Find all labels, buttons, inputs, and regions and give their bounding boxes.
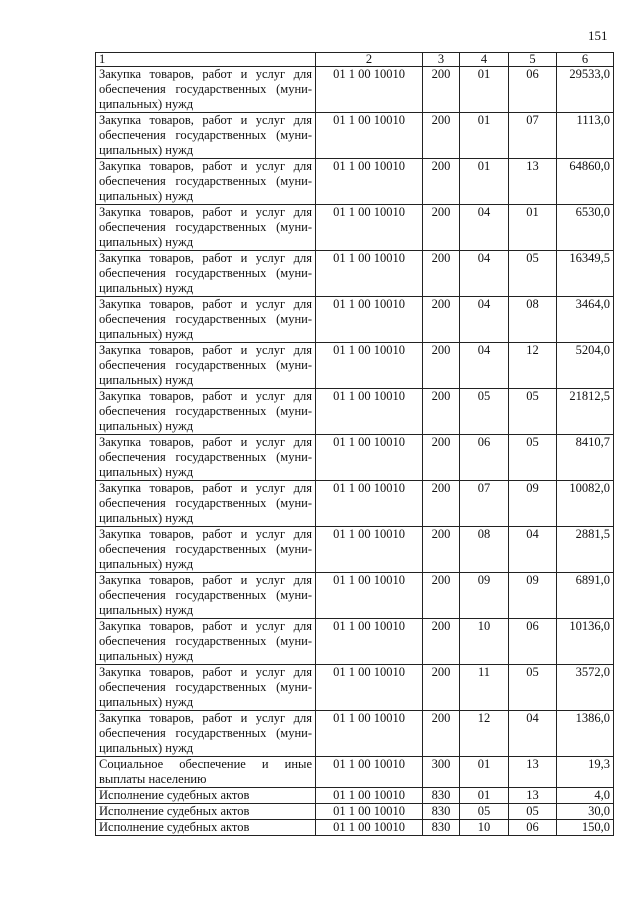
table-row [96,159,614,205]
cell-rz: 04 [460,251,509,297]
cell-vr: 830 [423,788,460,804]
cell-pr: 01 [509,205,557,251]
cell-pr: 04 [509,711,557,757]
cell-vr: 200 [423,343,460,389]
cell-code: 01 1 00 10010 [316,205,423,251]
cell-code: 01 1 00 10010 [316,820,423,836]
cell-vr: 200 [423,573,460,619]
cell-vr: 200 [423,527,460,573]
cell-name: Исполнение судебных актов [96,804,316,820]
cell-vr: 200 [423,113,460,159]
cell-sum: 1113,0 [557,113,614,159]
cell-rz: 09 [460,573,509,619]
cell-code: 01 1 00 10010 [316,297,423,343]
cell-pr: 09 [509,573,557,619]
cell-code: 01 1 00 10010 [316,389,423,435]
cell-vr: 830 [423,820,460,836]
cell-vr: 830 [423,804,460,820]
cell-sum: 1386,0 [557,711,614,757]
cell-rz: 01 [460,788,509,804]
cell-name: Закупка товаров, работ и услуг для обеспечения государственных (муни-ципальных) нужд [96,481,316,527]
cell-rz: 10 [460,820,509,836]
cell-vr: 300 [423,757,460,788]
table-row [96,757,614,788]
cell-code: 01 1 00 10010 [316,619,423,665]
cell-rz: 04 [460,297,509,343]
cell-rz: 08 [460,527,509,573]
column-header-1: 1 [96,53,316,67]
cell-pr: 08 [509,297,557,343]
cell-name: Закупка товаров, работ и услуг для обеспечения государственных (муни-ципальных) нужд [96,527,316,573]
cell-pr: 13 [509,159,557,205]
cell-sum: 64860,0 [557,159,614,205]
cell-sum: 150,0 [557,820,614,836]
cell-vr: 200 [423,619,460,665]
cell-rz: 01 [460,757,509,788]
column-header-6: 6 [557,53,614,67]
cell-vr: 200 [423,711,460,757]
table-row [96,435,614,481]
cell-sum: 21812,5 [557,389,614,435]
cell-rz: 06 [460,435,509,481]
cell-pr: 09 [509,481,557,527]
cell-pr: 07 [509,113,557,159]
cell-name: Закупка товаров, работ и услуг для обеспечения государственных (муни-ципальных) нужд [96,113,316,159]
cell-pr: 04 [509,527,557,573]
cell-pr: 06 [509,67,557,113]
cell-vr: 200 [423,481,460,527]
cell-sum: 2881,5 [557,527,614,573]
cell-sum: 6530,0 [557,205,614,251]
cell-vr: 200 [423,435,460,481]
cell-code: 01 1 00 10010 [316,481,423,527]
cell-name: Закупка товаров, работ и услуг для обеспечения государственных (муни-ципальных) нужд [96,711,316,757]
cell-sum: 3464,0 [557,297,614,343]
cell-vr: 200 [423,205,460,251]
cell-code: 01 1 00 10010 [316,527,423,573]
cell-rz: 11 [460,665,509,711]
cell-name: Закупка товаров, работ и услуг для обеспечения государственных (муни-ципальных) нужд [96,159,316,205]
cell-name: Закупка товаров, работ и услуг для обеспечения государственных (муни-ципальных) нужд [96,573,316,619]
cell-code: 01 1 00 10010 [316,251,423,297]
table-row [96,67,614,113]
cell-code: 01 1 00 10010 [316,711,423,757]
cell-vr: 200 [423,389,460,435]
table-row [96,820,614,836]
cell-name: Закупка товаров, работ и услуг для обеспечения государственных (муни-ципальных) нужд [96,619,316,665]
column-header-3: 3 [423,53,460,67]
cell-pr: 05 [509,251,557,297]
cell-pr: 12 [509,343,557,389]
table-row [96,343,614,389]
cell-pr: 13 [509,788,557,804]
cell-pr: 13 [509,757,557,788]
budget-table [95,52,614,836]
cell-rz: 12 [460,711,509,757]
column-header-5: 5 [509,53,557,67]
page-number: 151 [588,28,608,43]
cell-sum: 16349,5 [557,251,614,297]
table-row [96,665,614,711]
cell-code: 01 1 00 10010 [316,113,423,159]
table-row [96,619,614,665]
cell-rz: 01 [460,113,509,159]
cell-code: 01 1 00 10010 [316,573,423,619]
cell-rz: 01 [460,159,509,205]
cell-sum: 19,3 [557,757,614,788]
cell-vr: 200 [423,251,460,297]
table-row [96,113,614,159]
table-row [96,297,614,343]
cell-code: 01 1 00 10010 [316,804,423,820]
cell-name: Закупка товаров, работ и услуг для обеспечения государственных (муни-ципальных) нужд [96,343,316,389]
cell-rz: 04 [460,205,509,251]
cell-rz: 07 [460,481,509,527]
cell-sum: 10136,0 [557,619,614,665]
cell-sum: 8410,7 [557,435,614,481]
table-row [96,389,614,435]
table-header-row [96,53,614,67]
table-row [96,205,614,251]
cell-name: Закупка товаров, работ и услуг для обеспечения государственных (муни-ципальных) нужд [96,665,316,711]
cell-rz: 05 [460,389,509,435]
cell-sum: 3572,0 [557,665,614,711]
table-row [96,804,614,820]
cell-vr: 200 [423,159,460,205]
cell-sum: 30,0 [557,804,614,820]
table-row [96,251,614,297]
table-row [96,481,614,527]
cell-name: Закупка товаров, работ и услуг для обеспечения государственных (муни-ципальных) нужд [96,297,316,343]
table-row [96,573,614,619]
cell-code: 01 1 00 10010 [316,159,423,205]
cell-code: 01 1 00 10010 [316,665,423,711]
cell-name: Закупка товаров, работ и услуг для обеспечения государственных (муни-ципальных) нужд [96,205,316,251]
cell-rz: 01 [460,67,509,113]
cell-rz: 10 [460,619,509,665]
cell-pr: 06 [509,820,557,836]
cell-pr: 06 [509,619,557,665]
table-row [96,527,614,573]
cell-vr: 200 [423,297,460,343]
cell-name: Исполнение судебных актов [96,788,316,804]
table-row [96,711,614,757]
cell-vr: 200 [423,665,460,711]
cell-pr: 05 [509,435,557,481]
cell-rz: 05 [460,804,509,820]
cell-code: 01 1 00 10010 [316,435,423,481]
cell-pr: 05 [509,665,557,711]
cell-code: 01 1 00 10010 [316,343,423,389]
cell-code: 01 1 00 10010 [316,757,423,788]
cell-sum: 5204,0 [557,343,614,389]
cell-sum: 29533,0 [557,67,614,113]
table-row [96,788,614,804]
cell-pr: 05 [509,804,557,820]
cell-code: 01 1 00 10010 [316,788,423,804]
cell-name: Закупка товаров, работ и услуг для обеспечения государственных (муни-ципальных) нужд [96,251,316,297]
cell-name: Закупка товаров, работ и услуг для обеспечения государственных (муни-ципальных) нужд [96,435,316,481]
cell-name: Закупка товаров, работ и услуг для обеспечения государственных (муни-ципальных) нужд [96,389,316,435]
cell-sum: 6891,0 [557,573,614,619]
cell-pr: 05 [509,389,557,435]
cell-sum: 10082,0 [557,481,614,527]
column-header-4: 4 [460,53,509,67]
cell-vr: 200 [423,67,460,113]
cell-code: 01 1 00 10010 [316,67,423,113]
column-header-2: 2 [316,53,423,67]
cell-name: Исполнение судебных актов [96,820,316,836]
cell-name: Социальное обеспечение и иные выплаты населению [96,757,316,788]
cell-sum: 4,0 [557,788,614,804]
cell-name: Закупка товаров, работ и услуг для обеспечения государственных (муни-ципальных) нужд [96,67,316,113]
cell-rz: 04 [460,343,509,389]
